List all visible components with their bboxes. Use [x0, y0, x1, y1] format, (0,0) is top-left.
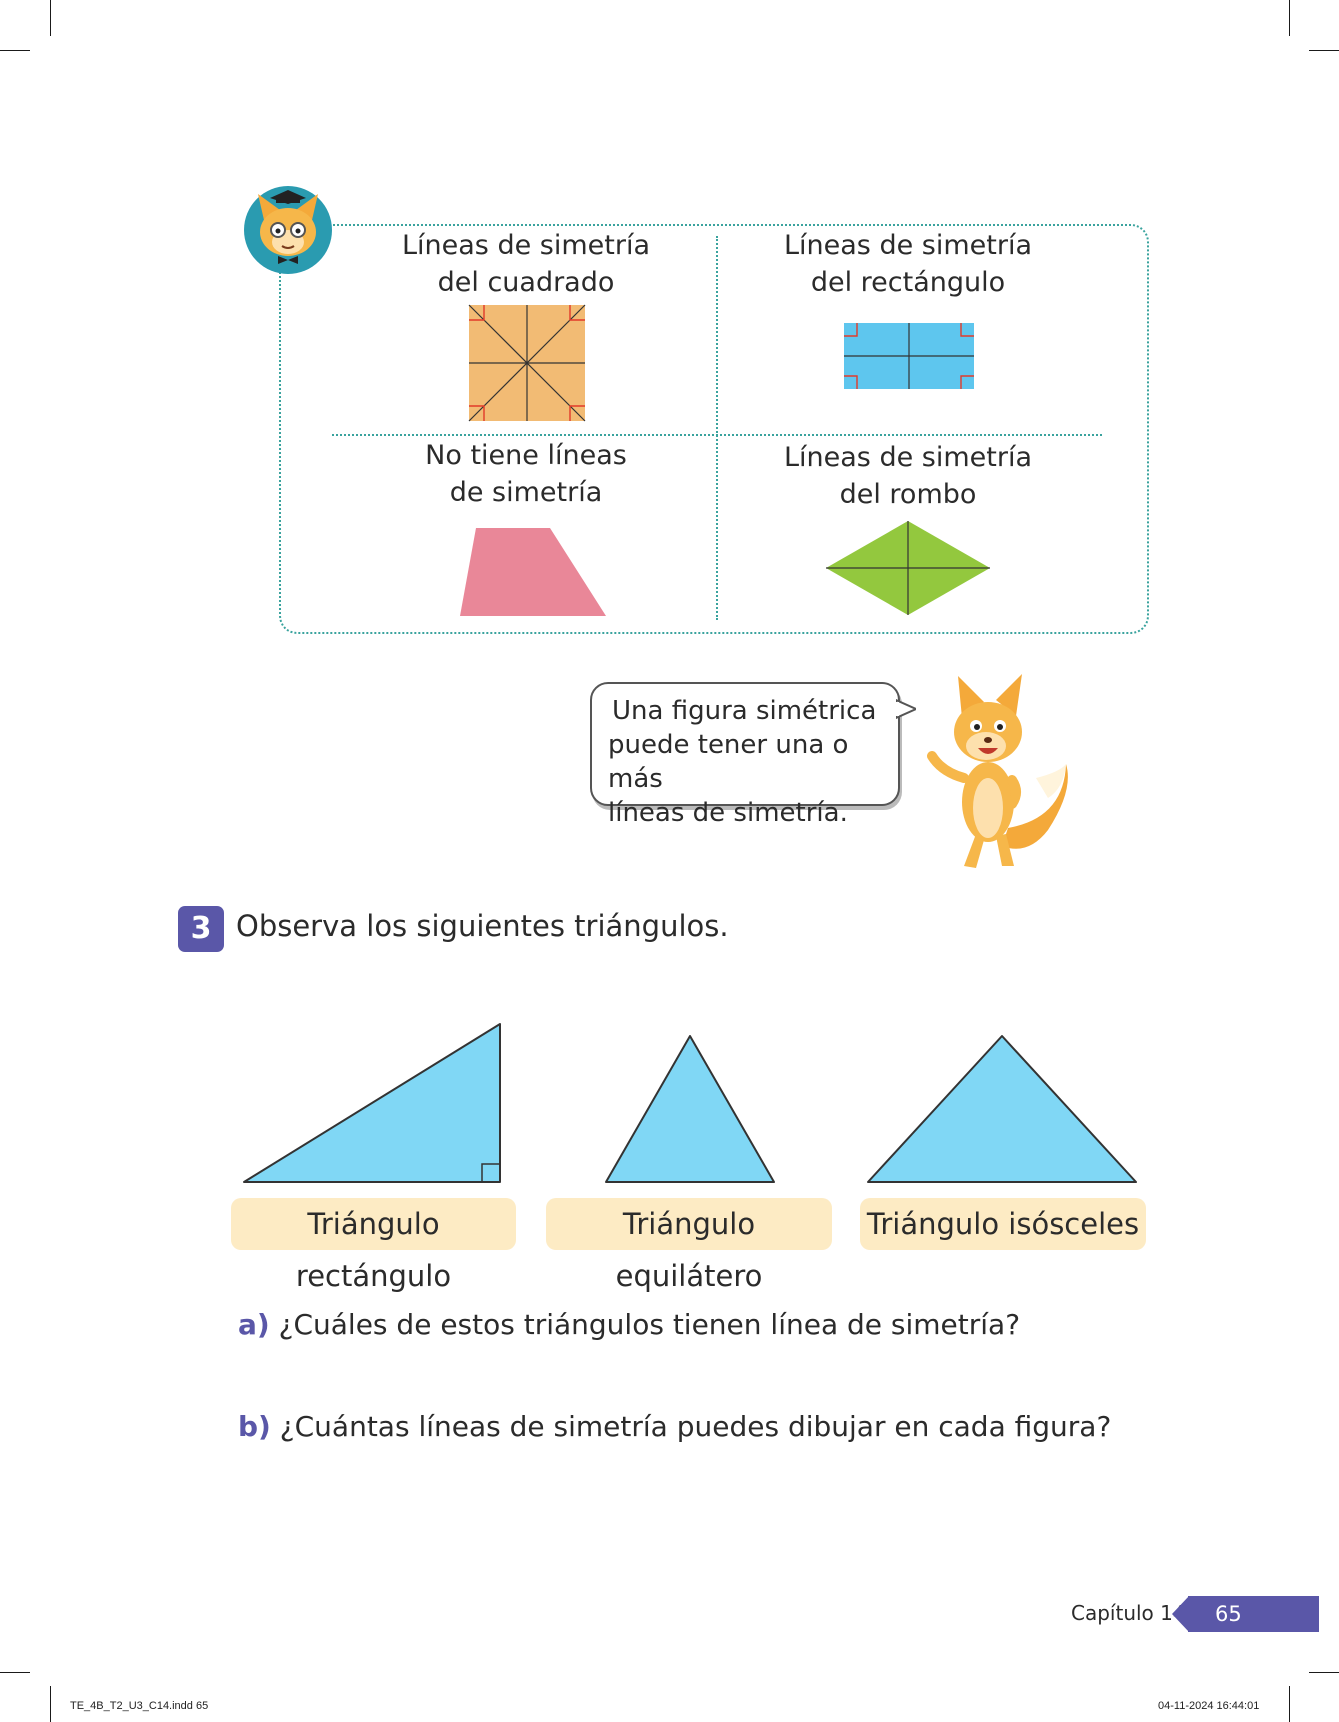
rhombus-title-line2: del rombo	[839, 479, 977, 510]
bubble-line2: puede tener una o más	[608, 730, 849, 794]
subquestion-a	[238, 1308, 1020, 1341]
speech-bubble-text	[608, 694, 898, 830]
trapezoid-figure	[458, 526, 608, 618]
rhombus-title-line1: Líneas de simetría	[783, 442, 1032, 473]
subquestion-b	[238, 1410, 1111, 1443]
box-vertical-divider	[716, 236, 718, 620]
chapter-label: Capítulo 14	[1071, 1601, 1186, 1625]
subquestion-b-letter: b)	[238, 1410, 271, 1443]
fox-character-icon	[924, 668, 1074, 874]
box-horizontal-divider	[332, 434, 1102, 436]
rhombus-figure	[824, 519, 992, 617]
subquestion-a-text: ¿Cuáles de estos triángulos tienen línea de simetría?	[278, 1308, 1021, 1341]
rectangle-title	[728, 227, 1088, 301]
bubble-line1: Una figura simétrica	[612, 696, 877, 726]
trapezoid-title-line2: de simetría	[449, 477, 603, 508]
question-prompt: Observa los siguientes triángulos.	[236, 909, 729, 943]
trapezoid-title-line1: No tiene líneas	[425, 440, 627, 471]
square-title	[346, 227, 706, 301]
crop-mark	[0, 50, 30, 51]
square-title-line2: del cuadrado	[437, 267, 615, 298]
page-number: 65	[1188, 1596, 1319, 1632]
rectangle-title-line1: Líneas de simetría	[783, 230, 1032, 261]
crop-mark	[1289, 1686, 1290, 1722]
question-number: 3	[178, 906, 224, 952]
crop-mark	[1309, 50, 1339, 51]
fox-teacher-icon	[242, 184, 334, 276]
crop-mark	[0, 1672, 30, 1673]
rhombus-title	[728, 439, 1088, 513]
crop-mark	[1289, 0, 1290, 36]
trapezoid-title	[346, 437, 706, 511]
slug-left: TE_4B_T2_U3_C14.indd 65	[70, 1700, 209, 1712]
crop-mark	[50, 0, 51, 36]
right-triangle-label: Triángulo rectángulo	[231, 1198, 516, 1250]
rectangle-title-line2: del rectángulo	[810, 267, 1006, 298]
right-triangle-figure	[242, 1022, 504, 1184]
equilateral-triangle-figure	[604, 1034, 776, 1184]
crop-mark	[1309, 1672, 1339, 1673]
subquestion-a-letter: a)	[238, 1308, 270, 1341]
equilateral-triangle-label: Triángulo equilátero	[546, 1198, 832, 1250]
bubble-line3: líneas de simetría.	[608, 798, 848, 828]
square-figure	[468, 304, 586, 422]
page-tab-arrow	[1172, 1596, 1189, 1632]
isosceles-triangle-label: Triángulo isósceles	[860, 1198, 1146, 1250]
isosceles-triangle-figure	[866, 1034, 1138, 1184]
speech-bubble-tail	[896, 698, 916, 720]
square-title-line1: Líneas de simetría	[401, 230, 650, 261]
subquestion-b-text: ¿Cuántas líneas de simetría puedes dibujar en cada figura?	[279, 1410, 1112, 1443]
slug-right: 04-11-2024 16:44:01	[1158, 1700, 1260, 1712]
crop-mark	[50, 1686, 51, 1722]
rectangle-figure	[843, 322, 975, 390]
